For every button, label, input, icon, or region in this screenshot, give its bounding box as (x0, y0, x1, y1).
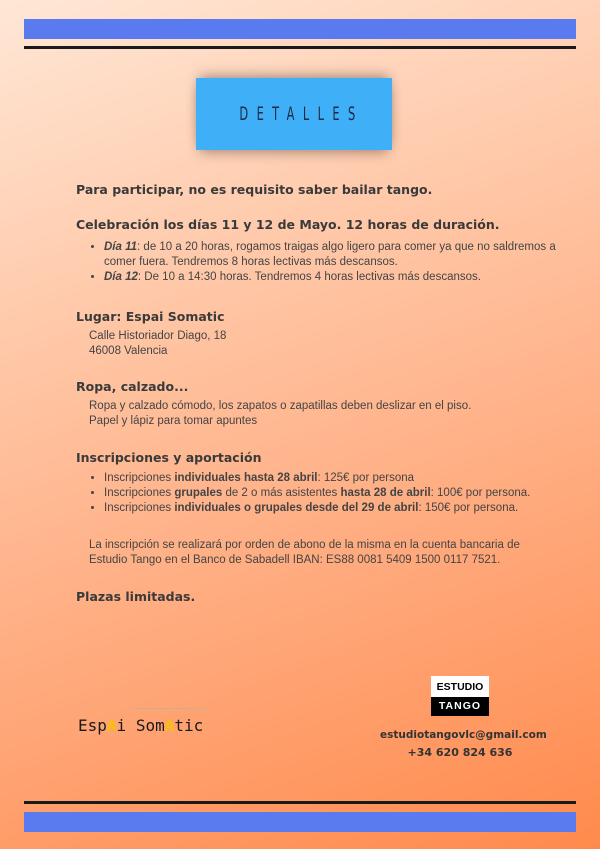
list-item (104, 270, 556, 285)
price-condition: grupales (174, 487, 223, 499)
day-label: Día 12 (104, 271, 138, 283)
location-heading: Lugar: Espai Somatic (76, 309, 225, 324)
intro-heading: Para participar, no es requisito saber bailar tango. (76, 182, 433, 197)
registration-heading: Inscripciones y aportación (76, 450, 262, 465)
logo-accent: A (106, 716, 117, 735)
page-title: DETALLES (238, 103, 364, 125)
logo-top: ESTUDIO (431, 676, 489, 697)
list-item (104, 240, 556, 270)
price-text: de 2 o más asistentes (222, 487, 341, 499)
price-text: Inscripciones (104, 502, 175, 514)
bottom-blue-band (24, 812, 576, 832)
price-condition: individuales hasta 28 abril (174, 472, 318, 484)
list-item (104, 471, 556, 486)
registration-list (76, 471, 556, 516)
top-divider (24, 46, 576, 49)
logo-accent: A (164, 716, 175, 735)
price-condition: individuales o grupales desde del 29 de abril (174, 502, 419, 514)
schedule-heading: Celebración los días 11 y 12 de Mayo. 12 horas de duración. (76, 217, 500, 232)
clothing-line: Ropa y calzado cómodo, los zapatos o zapatillas deben deslizar en el piso. (89, 400, 472, 412)
day-text: : De 10 a 14:30 horas. Tendremos 4 horas lectivas más descansos. (137, 271, 481, 283)
estudio-tango-logo (431, 676, 489, 716)
logo-bottom: TANGO (431, 697, 489, 716)
location-street: Calle Historiador Diago, 18 (89, 330, 227, 342)
bottom-divider (24, 801, 576, 804)
logo-text: Esp (78, 716, 107, 735)
day-label: Día 11 (104, 241, 138, 253)
logo-line (130, 708, 208, 709)
clothing-line: Papel y lápiz para tomar apuntes (89, 415, 258, 427)
details-content (76, 182, 556, 604)
price-text: : 125€ por persona (317, 472, 415, 484)
location-city: 46008 Valencia (89, 345, 168, 357)
contact-phone[interactable]: +34 620 824 636 (407, 746, 513, 759)
logo-text: tic (174, 716, 204, 735)
logo-text: i Som (116, 716, 165, 735)
price-text: : 100€ por persona. (430, 487, 531, 499)
day-text: : de 10 a 20 horas, rogamos traigas algo ligero para comer ya que no saldremos a comer fuera. Tendremos 8 horas lectivas más descansos. (104, 241, 556, 268)
registration-note: La inscripción se realizará por orden de abono de la misma en la cuenta bancaria de Estudio Tango en el Banco de Sabadell IBAN: ES88 0081 5409 1500 0117 7521. (89, 539, 520, 566)
price-text: Inscripciones (104, 487, 175, 499)
list-item (104, 486, 556, 501)
price-text: : 150€ por persona. (418, 502, 519, 514)
price-condition: hasta 28 de abril (340, 487, 431, 499)
list-item (104, 501, 556, 516)
title-banner (196, 78, 392, 150)
clothing-heading: Ropa, calzado... (76, 379, 189, 394)
price-text: Inscripciones (104, 472, 175, 484)
limited-places: Plazas limitadas. (76, 589, 196, 604)
schedule-list (76, 240, 556, 285)
espai-somatic-logo (78, 716, 203, 735)
top-blue-band (24, 19, 576, 39)
contact-email[interactable]: estudiotangovlc@gmail.com (380, 729, 547, 741)
